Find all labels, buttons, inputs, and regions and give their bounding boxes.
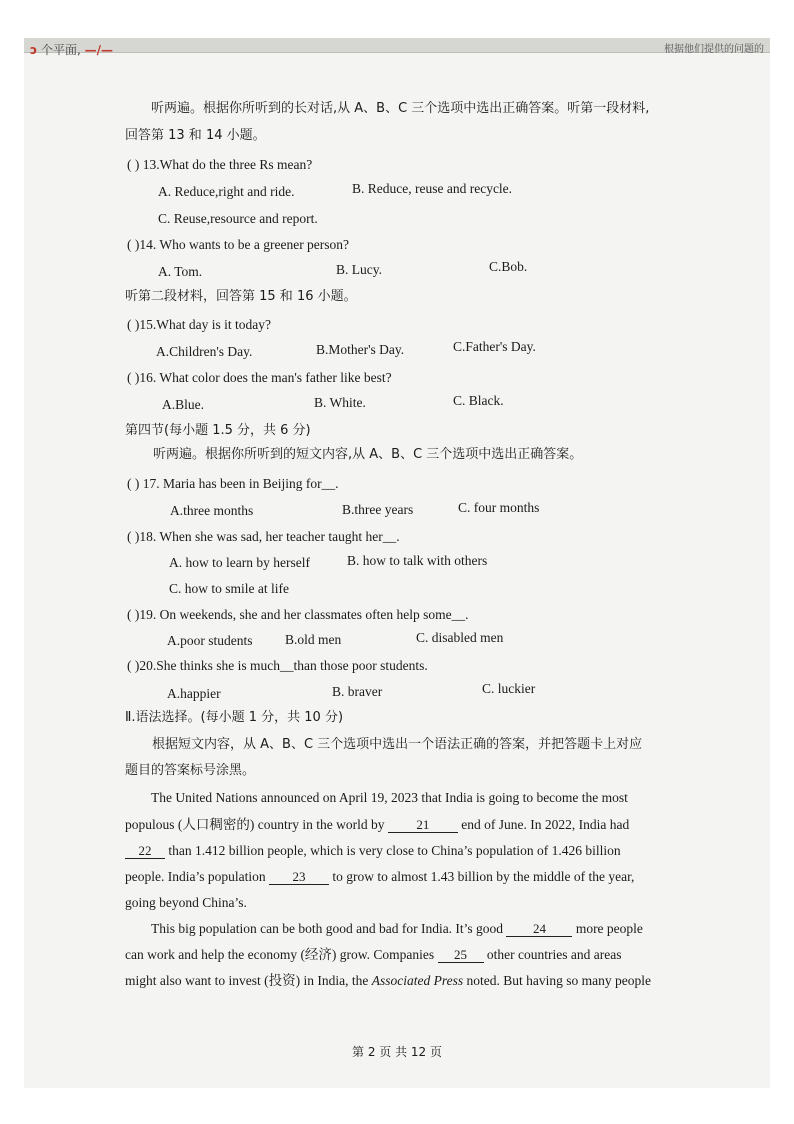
q14-option-a: A. Tom. [158,264,203,279]
q16-option-b: B. White. [314,395,366,410]
passage-p1-line1: The United Nations announced on April 19, 2023 that India is going to become the most [151,790,628,805]
passage-p2-line2: can work and help the economy (经济) grow. Companies 25 other countries and areas [125,947,622,962]
q15-option-b: B.Mother's Day. [316,342,405,357]
previous-page-strip [24,38,770,57]
question-14: ( )14. Who wants to be a greener person? [127,237,350,252]
q17-option-b: B.three years [342,502,414,517]
header-left-fragment: ↄ 个平面, —/— [30,43,113,57]
grammar-heading: Ⅱ.语法选择。(每小题 1 分，共 10 分) [125,710,344,725]
q20-option-c: C. luckier [482,681,536,696]
q13-option-a: A. Reduce,right and ride. [158,184,295,199]
passage-p1-line3: 22 than 1.412 billion people, which is very close to China’s population of 1.426 billion [125,842,621,860]
question-15: ( )15.What day is it today? [127,317,271,332]
blank-23: 23 [269,869,329,885]
q20-option-a: A.happier [167,686,221,701]
q13-option-c: C. Reuse,resource and report. [158,211,318,226]
header-right-fragment: 根据他们提供的问题的 [664,44,764,55]
question-19: ( )19. On weekends, she and her classmates often help some__. [127,607,469,622]
passage-p1-line5: going beyond China’s. [125,895,247,910]
section3-instruction-line2: 回答第 13 和 14 小题。 [125,128,266,143]
q14-option-c: C.Bob. [489,259,528,274]
question-18: ( )18. When she was sad, her teacher taught her__. [127,529,400,544]
q18-option-a: A. how to learn by herself [169,555,310,570]
passage-p2-line1: This big population can be both good and bad for India. It’s good 24 more people [151,921,643,936]
question-20: ( )20.She thinks she is much__than those poor students. [127,658,428,673]
grammar-instruction-line1: 根据短文内容，从 A、B、C 三个选项中选出一个语法正确的答案，并把答题卡上对应 [152,737,643,752]
q18-option-c: C. how to smile at life [169,581,289,596]
q17-option-c: C. four months [458,500,540,515]
blank-25: 25 [438,947,484,963]
exam-page [24,38,770,1088]
q15-option-c: C.Father's Day. [453,339,536,354]
page-footer: 第 2 页 共 12 页 [352,1045,442,1059]
section4-instruction: 听两遍。根据你所听到的短文内容,从 A、B、C 三个选项中选出正确答案。 [153,447,583,462]
question-16: ( )16. What color does the man's father like best? [127,370,392,385]
question-17: ( ) 17. Maria has been in Beijing for__. [127,476,339,491]
q19-option-c: C. disabled men [416,630,504,645]
blank-21: 21 [388,817,458,833]
section4-heading: 第四节(每小题 1.5 分，共 6 分) [125,423,311,438]
grammar-instruction-line2: 题目的答案标号涂黑。 [125,763,256,778]
q19-option-a: A.poor students [167,633,253,648]
q18-option-b: B. how to talk with others [347,553,488,568]
passage-p2-line3: might also want to invest (投资) in India, the Associated Press noted. But having so many people [125,973,651,988]
q15-option-a: A.Children's Day. [156,344,253,359]
section3-instruction-line1: 听两遍。根据你所听到的长对话,从 A、B、C 三个选项中选出正确答案。听第一段材料, [151,101,650,116]
q19-option-b: B.old men [285,632,342,647]
q17-option-a: A.three months [170,503,254,518]
blank-22: 22 [125,843,165,859]
second-material-instruction: 听第二段材料，回答第 15 和 16 小题。 [125,289,357,304]
question-13: ( ) 13.What do the three Rs mean? [127,157,313,172]
q16-option-c: C. Black. [453,393,504,408]
q14-option-b: B. Lucy. [336,262,382,277]
passage-p1-line2: populous (人口稠密的) country in the world by 21 end of June. In 2022, India had [125,817,630,832]
q16-option-a: A.Blue. [162,397,204,412]
passage-p1-line4: people. India’s population 23 to grow to almost 1.43 billion by the middle of the year, [125,869,635,884]
q20-option-b: B. braver [332,684,383,699]
q13-option-b: B. Reduce, reuse and recycle. [352,181,513,196]
blank-24: 24 [506,921,572,937]
